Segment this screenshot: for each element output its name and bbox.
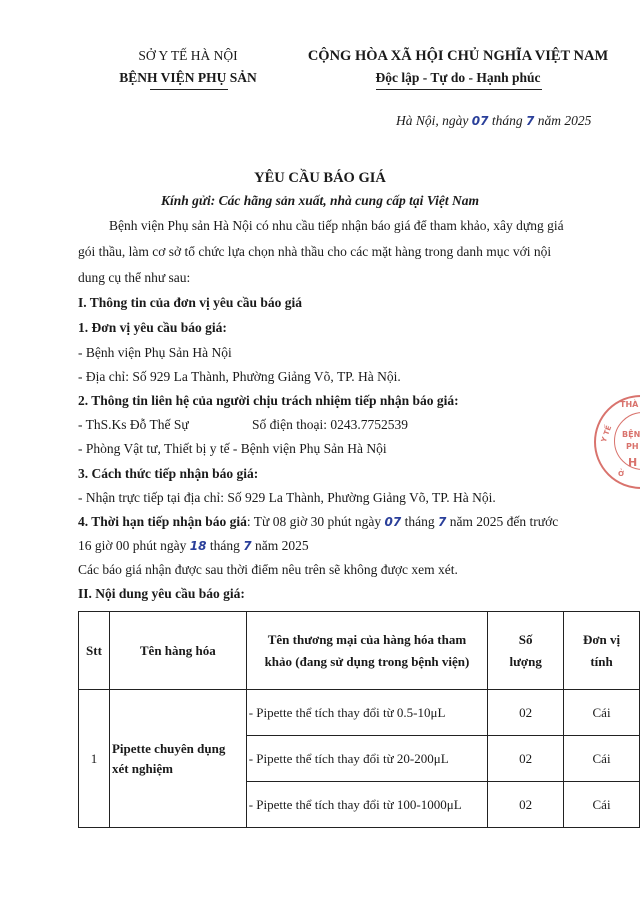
nation-title: CỘNG HÒA XÃ HỘI CHỦ NGHĨA VIỆT NAM [307, 48, 609, 64]
deadline-note: Các báo giá nhận được sau thời điểm nêu trên sẽ không được xem xét. [78, 562, 458, 577]
subsection-1-heading: 1. Đơn vị yêu cầu báo giá: [78, 320, 227, 335]
stamp-text-4: H [628, 456, 638, 469]
subsection-2-heading: 2. Thông tin liên hệ của người chịu trách nhiệm tiếp nhận báo giá: [78, 393, 459, 408]
stamp-text-1: THÀ [620, 400, 639, 409]
table-header-row [79, 612, 640, 690]
row-trade-name: - Pipette thể tích thay đổi từ 0.5-10μL [246, 690, 488, 736]
stamp-text-2: BỆN [622, 430, 640, 439]
hospital-name: BỆNH VIỆN PHỤ SẢN [119, 70, 257, 85]
contact-department: - Phòng Vật tư, Thiết bị y tế - Bệnh viện Phụ Sản Hà Nội [78, 441, 387, 456]
hospital-underline [150, 89, 228, 90]
section-1-heading: I. Thông tin của đơn vị yêu cầu báo giá [78, 295, 303, 310]
stamp-text-5: Y TẾ [599, 424, 614, 444]
row-quantity: 02 [488, 690, 564, 736]
motto-underline [376, 89, 542, 90]
issue-date: Hà Nội, ngày 07 tháng 7 năm 2025 [396, 113, 592, 128]
recipient-line: Kính gửi: Các hãng sản xuất, nhà cung cấp tại Việt Nam [161, 193, 479, 208]
contact-phone: Số điện thoại: 0243.7752539 [252, 417, 408, 432]
deadline-line-1: 4. Thời hạn tiếp nhận báo giá: Từ 08 giờ 30 phút ngày 07 tháng 7 năm 2025 đến trước [78, 514, 559, 529]
row-trade-name: - Pipette thể tích thay đổi từ 20-200μL [246, 736, 488, 782]
deadline-line-2: 16 giờ 00 phút ngày 18 tháng 7 năm 2025 [78, 538, 309, 553]
nation-motto: Độc lập - Tự do - Hạnh phúc [375, 70, 541, 85]
intro-line-1: Bệnh viện Phụ sản Hà Nội có nhu cầu tiếp nhận báo giá để tham khảo, xây dựng giá [109, 218, 564, 233]
stamp-text-6: Ở [618, 470, 625, 478]
row-item-name: Pipette chuyên dụng xét nghiệm [109, 690, 246, 828]
department-name: SỞ Y TẾ HÀ NỘI [138, 48, 238, 63]
row-unit: Cái [564, 782, 640, 828]
document-title: YÊU CẦU BÁO GIÁ [254, 170, 386, 186]
intro-line-2: gói thầu, làm cơ sở tổ chức lựa chọn nhà thầu cho các mặt hàng trong danh mục với nội [78, 244, 552, 259]
header-quantity: Số lượng [488, 612, 564, 690]
requester-address: - Địa chỉ: Số 929 La Thành, Phường Giảng Võ, TP. Hà Nội. [78, 369, 401, 384]
stamp-text-3: PH [626, 442, 639, 451]
row-unit: Cái [564, 736, 640, 782]
header-trade-name: Tên thương mại của hàng hóa tham khảo (đang sử dụng trong bệnh viện) [246, 612, 488, 690]
table-row [79, 690, 640, 736]
header-unit: Đơn vị tính [564, 612, 640, 690]
receipt-method: - Nhận trực tiếp tại địa chỉ: Số 929 La Thành, Phường Giảng Võ, TP. Hà Nội. [78, 490, 496, 505]
header-item-name: Tên hàng hóa [109, 612, 246, 690]
row-quantity: 02 [488, 782, 564, 828]
quotation-table [78, 611, 640, 828]
row-quantity: 02 [488, 736, 564, 782]
requester-name: - Bệnh viện Phụ Sản Hà Nội [78, 345, 232, 360]
header-stt: Stt [79, 612, 110, 690]
subsection-3-heading: 3. Cách thức tiếp nhận báo giá: [78, 466, 259, 481]
contact-person: - ThS.Ks Đỗ Thế Sự [78, 417, 189, 432]
row-trade-name: - Pipette thể tích thay đổi từ 100-1000μL [246, 782, 488, 828]
row-unit: Cái [564, 690, 640, 736]
section-2-heading: II. Nội dung yêu cầu báo giá: [78, 586, 245, 601]
intro-line-3: dung cụ thể như sau: [78, 270, 191, 285]
row-stt: 1 [79, 690, 110, 828]
